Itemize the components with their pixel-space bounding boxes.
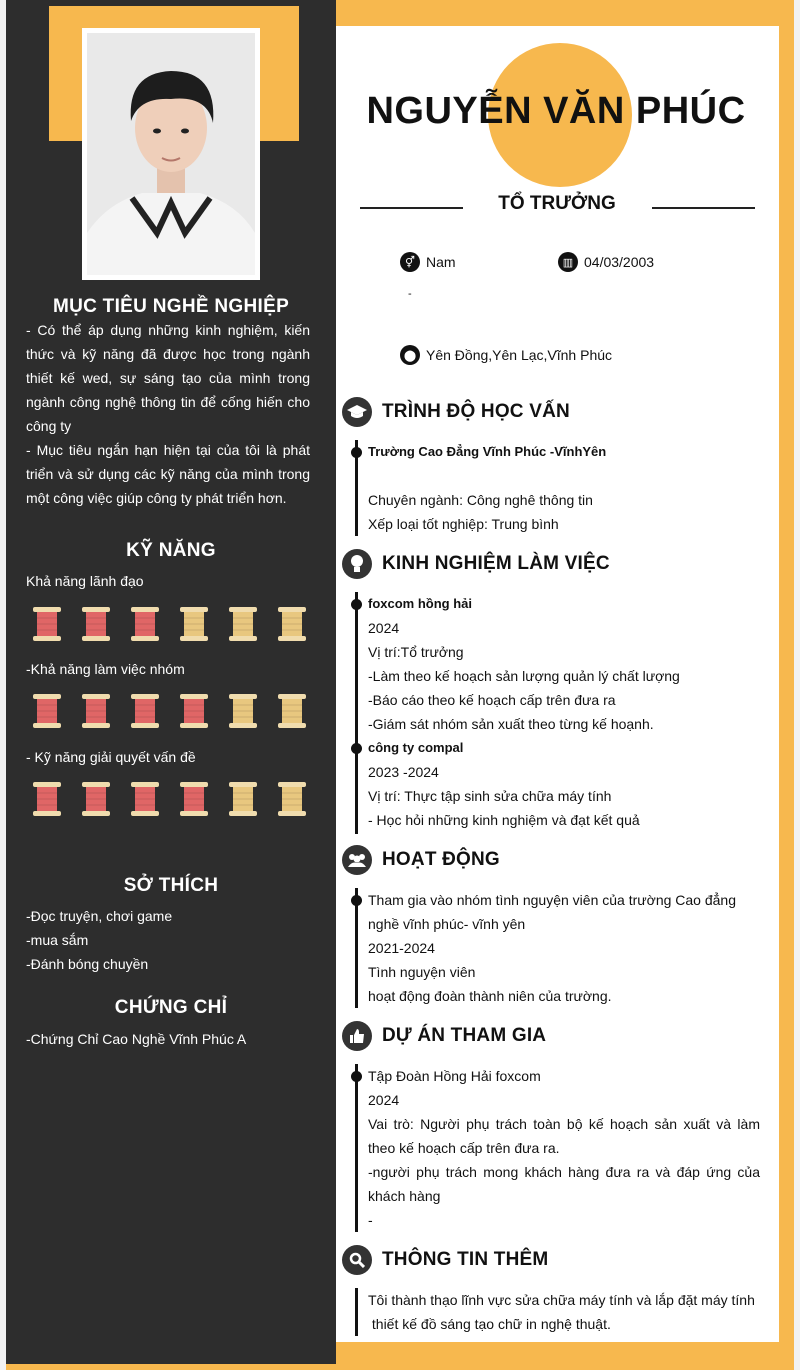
lightbulb-icon (342, 549, 372, 579)
more-info-line: Tôi thành thạo lĩnh vực sửa chữa máy tính và lắp đặt máy tính (368, 1292, 755, 1308)
group-people-icon (342, 845, 372, 875)
project-line: - (368, 1212, 373, 1228)
activity-line: hoạt động đoàn thành niên của trường. (368, 988, 612, 1004)
more-info-content (368, 1288, 760, 1336)
project-line: 2024 (368, 1092, 400, 1108)
cert-title: CHỨNG CHỈ (114, 997, 228, 1018)
education-content (368, 440, 760, 536)
spool-empty-icon (228, 781, 258, 817)
dob-info (558, 252, 654, 272)
spool-empty-icon (277, 606, 307, 642)
objective-line-1: - Có thể áp dụng những kinh nghiệm, kiến thức và kỹ năng đã được học trong ngành thiết kế wed, sự sáng tạo của mình trong ngành công nghệ thông tin để cống hiến cho công ty (26, 322, 310, 434)
activities-header (342, 845, 500, 875)
magnifier-icon (342, 1245, 372, 1275)
timeline-line (355, 1064, 358, 1232)
candidate-name: NGUYỄN VĂN PHÚC (366, 90, 746, 132)
job-line: Vị trí: Thực tập sinh sửa chữa máy tính (368, 788, 612, 804)
experience-header (342, 549, 610, 579)
grade: Xếp loại tốt nghiệp: Trung bình (368, 516, 559, 532)
spool-empty-icon (179, 606, 209, 642)
skill-rating-leadership (32, 606, 322, 642)
objective-title: MỤC TIÊU NGHỀ NGHIỆP (52, 296, 290, 317)
spool-empty-icon (228, 606, 258, 642)
spool-empty-icon (277, 693, 307, 729)
timeline-line (355, 592, 358, 834)
activities-content (368, 888, 760, 1008)
spool-filled-icon (179, 693, 209, 729)
projects-title: DỰ ÁN THAM GIA (382, 1025, 547, 1046)
skills-title: KỸ NĂNG (126, 540, 216, 561)
person-portrait-icon (87, 33, 255, 275)
position-title: TỔ TRƯỞNG (498, 193, 616, 214)
more-info-header (342, 1245, 548, 1275)
objective-line-2: - Mục tiêu ngắn hạn hiện tại của tôi là phát triển và sử dụng các kỹ năng của mình trong một công việc giúp công ty phát triển hơn. (26, 442, 310, 506)
job-line: -Làm theo kế hoạch sản lượng quản lý chất lượng (368, 668, 680, 684)
project-line: Vai trò: Người phụ trách toàn bộ kế hoạch sản xuất và làm theo kế hoạch cấp trên đưa ra. (368, 1116, 760, 1156)
spool-filled-icon (32, 693, 62, 729)
spool-filled-icon (32, 781, 62, 817)
thumbs-up-icon (342, 1021, 372, 1051)
objective-text (26, 318, 310, 510)
hobby-item: -Đọc truyện, chơi game (26, 908, 173, 924)
activities-title: HOẠT ĐỘNG (382, 849, 500, 870)
spool-empty-icon (228, 693, 258, 729)
hobby-item: -mua sắm (26, 932, 89, 948)
spool-filled-icon (32, 606, 62, 642)
major: Chuyên ngành: Công nghê thông tin (368, 492, 593, 508)
gender-info (400, 252, 456, 272)
divider-line (652, 207, 755, 209)
profile-photo (82, 28, 260, 280)
project-line: Tập Đoàn Hồng Hải foxcom (368, 1068, 541, 1084)
experience-content (368, 592, 760, 832)
timeline-line (355, 888, 358, 1008)
phone-placeholder: - (408, 288, 412, 300)
activity-line: Tình nguyện viên (368, 964, 476, 980)
hobbies-title: SỞ THÍCH (123, 875, 219, 896)
spool-filled-icon (81, 693, 111, 729)
timeline-dot (351, 743, 362, 754)
job-line: -Báo cáo theo kế hoạch cấp trên đưa ra (368, 692, 616, 708)
divider-line (360, 207, 463, 209)
spool-filled-icon (81, 781, 111, 817)
job-company: công ty compal (368, 740, 464, 755)
projects-content (368, 1064, 760, 1232)
education-title: TRÌNH ĐỘ HỌC VẤN (382, 401, 570, 422)
experience-title: KINH NGHIỆM LÀM VIỆC (382, 553, 610, 574)
address-value: Yên Đồng,Yên Lạc,Vĩnh Phúc (426, 347, 613, 363)
cert-item: -Chứng Chỉ Cao Nghề Vĩnh Phúc A (26, 1031, 247, 1047)
skill-rating-teamwork (32, 693, 322, 729)
cv-page (6, 0, 794, 1370)
spool-filled-icon (130, 693, 160, 729)
school-name: Trường Cao Đẳng Vĩnh Phúc -VĩnhYên (368, 444, 607, 459)
skill-label-leadership: Khả năng lãnh đạo (26, 573, 144, 589)
timeline-dot (351, 1071, 362, 1082)
spool-empty-icon (277, 781, 307, 817)
more-info-title: THÔNG TIN THÊM (382, 1249, 549, 1270)
left-column (6, 0, 336, 1364)
skill-rating-problem-solving (32, 781, 322, 817)
timeline-line (355, 1288, 358, 1336)
education-header (342, 397, 570, 427)
job-company: foxcom hồng hải (368, 596, 472, 611)
skill-label-problem-solving: - Kỹ năng giải quyết vấn đề (26, 749, 196, 765)
gender-value: Nam (426, 254, 456, 270)
timeline-dot (351, 895, 362, 906)
activity-line: Tham gia vào nhóm tình nguyện viên của trường Cao đẳng nghề vĩnh phúc- vĩnh yên (368, 892, 736, 932)
spool-filled-icon (81, 606, 111, 642)
activity-line: 2021-2024 (368, 940, 435, 956)
address-info (400, 345, 612, 365)
job-line: 2023 -2024 (368, 764, 439, 780)
dob-value: 04/03/2003 (584, 254, 655, 270)
graduation-cap-icon (342, 397, 372, 427)
job-line: 2024 (368, 620, 400, 636)
job-line: -Giám sát nhóm sản xuất theo từng kế hoạnh. (368, 716, 654, 732)
timeline-dot (351, 447, 362, 458)
spool-filled-icon (179, 781, 209, 817)
timeline-dot (351, 599, 362, 610)
hobby-item: -Đánh bóng chuyền (26, 956, 149, 972)
spool-filled-icon (130, 781, 160, 817)
gender-icon: ⚥ (400, 252, 420, 272)
spool-filled-icon (130, 606, 160, 642)
birthday-cake-icon: ▥ (558, 252, 578, 272)
projects-header (342, 1021, 546, 1051)
location-pin-icon: ⬤ (400, 345, 420, 365)
project-line: -người phụ trách mong khách hàng đưa ra và đáp ứng của khách hàng (368, 1164, 760, 1204)
right-column (336, 26, 779, 1342)
job-line: - Học hỏi những kinh nghiệm và đạt kết quả (368, 812, 640, 828)
job-line: Vị trí:Tổ trưởng (368, 644, 464, 660)
more-info-line: thiết kế đồ sáng tạo chữ in nghệ thuật. (368, 1316, 611, 1332)
skill-label-teamwork: -Khả năng làm việc nhóm (26, 661, 185, 677)
